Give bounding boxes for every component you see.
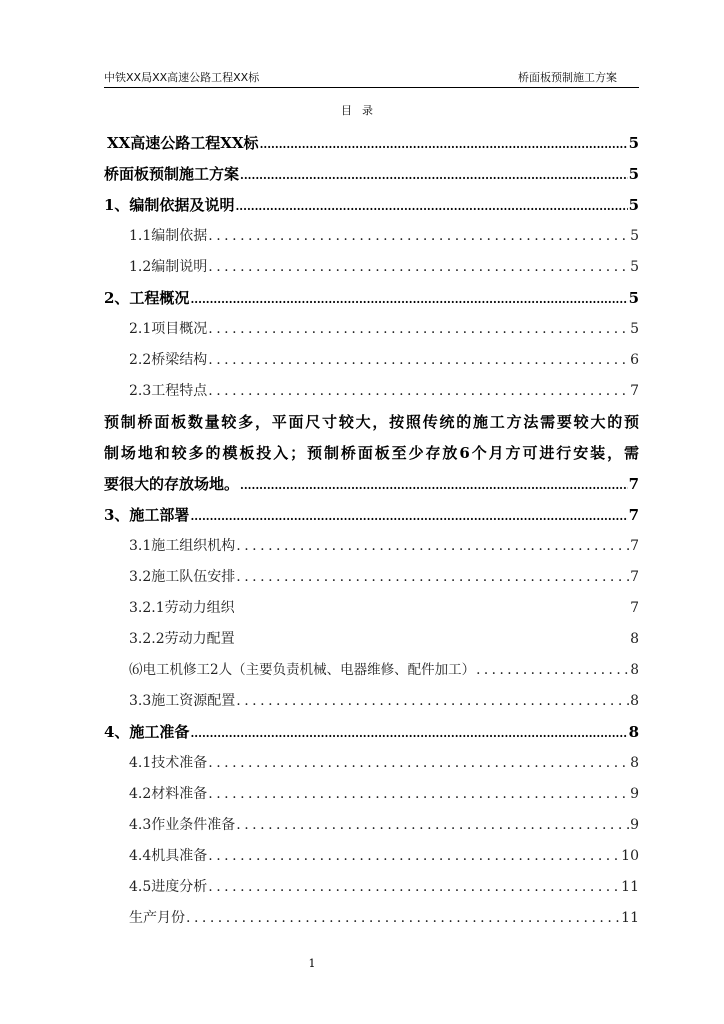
toc-entry-2-1[interactable]: 2.1项目概况 ..... 5 bbox=[104, 314, 639, 345]
toc-entry-2-2[interactable]: 2.2桥梁结构 ..... 6 bbox=[104, 345, 639, 376]
toc-entry-electrician[interactable]: ⑹电工机修工2人（主要负责机械、电器维修、配件加工） ..... 8 bbox=[104, 655, 639, 686]
toc-entry-1[interactable]: 1、编制依据及说明 ..... 5 bbox=[104, 190, 639, 221]
toc-entry-1-2[interactable]: 1.2编制说明 ..... 5 bbox=[104, 252, 639, 283]
toc-entry-3[interactable]: 3、施工部署 ..... 7 bbox=[104, 500, 639, 531]
page-number: 1 bbox=[308, 957, 316, 970]
toc-entry-4-2[interactable]: 4.2材料准备 ..... 9 bbox=[104, 779, 639, 810]
paragraph-line-1: 预制桥面板数量较多，平面尺寸较大，按照传统的施工方法需要较大的预 bbox=[104, 413, 639, 431]
header-left-text: 中铁XX局XX高速公路工程XX标 bbox=[104, 71, 260, 84]
paragraph-line-3: 要很大的存放场地。 ..... 7 bbox=[104, 469, 639, 500]
toc-entry-4[interactable]: 4、施工准备 ..... 8 bbox=[104, 717, 639, 748]
toc-entry-4-3[interactable]: 4.3作业条件准备 ..... 9 bbox=[104, 810, 639, 841]
paragraph-line-2: 制场地和较多的模板投入；预制桥面板至少存放6个月方可进行安装，需 bbox=[104, 444, 639, 462]
toc-entry-scheme[interactable]: 桥面板预制施工方案 ..... 5 bbox=[104, 159, 639, 190]
toc-entry-project[interactable]: XX高速公路工程XX标 ..... 5 bbox=[104, 128, 639, 159]
toc-entry-3-3[interactable]: 3.3施工资源配置 ..... 8 bbox=[104, 686, 639, 717]
toc-entry-2[interactable]: 2、工程概况 ..... 5 bbox=[104, 283, 639, 314]
toc-entry-4-5[interactable]: 4.5进度分析 ..... 11 bbox=[104, 872, 639, 903]
toc-paragraph-entry[interactable] bbox=[104, 407, 639, 500]
toc-title: 目录 bbox=[341, 104, 383, 117]
toc-entry-3-2-2[interactable]: 3.2.2劳动力配置 8 bbox=[129, 631, 639, 647]
toc-entry-3-2-1[interactable]: 3.2.1劳动力组织 7 bbox=[129, 600, 639, 616]
table-of-contents bbox=[104, 128, 639, 934]
toc-entry-3-1[interactable]: 3.1施工组织机构 ..... 7 bbox=[104, 531, 639, 562]
header-right-text: 桥面板预制施工方案 bbox=[518, 71, 617, 84]
toc-entry-3-2[interactable]: 3.2施工队伍安排 ..... 7 bbox=[104, 562, 639, 593]
page-header bbox=[104, 67, 639, 88]
toc-entry-2-3[interactable]: 2.3工程特点 ..... 7 bbox=[104, 376, 639, 407]
toc-entry-1-1[interactable]: 1.1编制依据 ..... 5 bbox=[104, 221, 639, 252]
toc-entry-4-4[interactable]: 4.4机具准备 ..... 10 bbox=[104, 841, 639, 872]
toc-entry-production-month[interactable]: 生产月份 ..... 11 bbox=[104, 903, 639, 934]
toc-entry-4-1[interactable]: 4.1技术准备 ..... 8 bbox=[104, 748, 639, 779]
